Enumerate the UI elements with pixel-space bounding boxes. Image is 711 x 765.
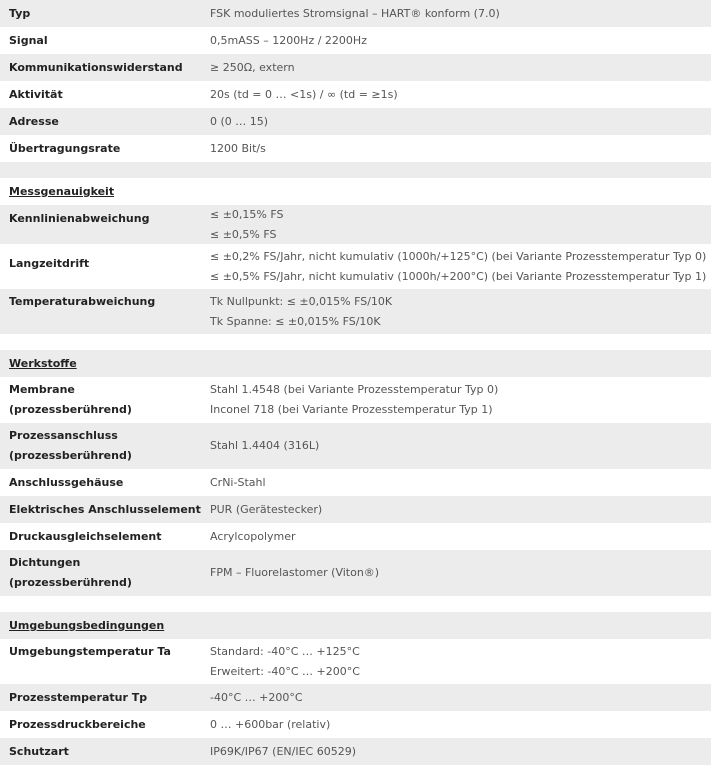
row-value-line: Erweitert: -40°C … +200°C — [210, 664, 360, 678]
row-label: Umgebungstemperatur Ta — [9, 645, 171, 658]
spec-row-signal — [0, 27, 711, 54]
row-label: Signal — [9, 34, 48, 47]
section-title: Werkstoffe — [0, 350, 210, 377]
spec-row-elektrisches-anschlusselement — [0, 496, 711, 523]
row-label: Kommunikationswiderstand — [0, 54, 210, 81]
row-label: Druckausgleichselement — [9, 530, 162, 543]
row-label: Prozessdruckbereiche — [9, 718, 146, 731]
spec-row-langzeitdrift — [0, 244, 711, 289]
row-label: Anschlussgehäuse — [9, 476, 124, 489]
row-label: Prozessanschluss — [9, 429, 118, 442]
row-value: CrNi-Stahl — [210, 476, 266, 489]
row-label: Elektrisches Anschlusselement — [0, 496, 210, 523]
spec-row-prozessanschluss — [0, 423, 711, 469]
spec-row-prozessdruckbereiche — [0, 711, 711, 738]
row-label: Übertragungsrate — [9, 142, 121, 155]
row-value: 0 … +600bar (relativ) — [210, 718, 331, 731]
row-value: Acrylcopolymer — [210, 530, 296, 543]
section-title: Umgebungsbedingungen — [0, 612, 210, 639]
spec-row-membrane — [0, 377, 711, 423]
row-value-line: Tk Spanne: ≤ ±0,015% FS/10K — [210, 314, 381, 328]
spec-row-kennlinienabweichung — [0, 205, 711, 244]
row-label-sub: (prozessberührend) — [9, 403, 132, 416]
spec-row-anschlussgehaeuse — [0, 469, 711, 496]
section-header-werkstoffe — [0, 350, 711, 377]
row-value-line: ≤ ±0,5% FS/Jahr, nicht kumulativ (1000h/+200°C) (bei Variante Prozesstemperatur Typ 1) — [210, 269, 707, 283]
section-header-umgebungsbedingungen — [0, 612, 711, 639]
spec-row-aktivitaet — [0, 81, 711, 108]
row-value: PUR (Gerätestecker) — [210, 496, 711, 523]
row-label-sub: (prozessberührend) — [9, 576, 132, 589]
row-value-line: Standard: -40°C … +125°C — [210, 645, 360, 658]
spec-row-prozesstemperatur — [0, 684, 711, 711]
row-value: ≥ 250Ω, extern — [210, 54, 711, 81]
row-value: Stahl 1.4404 (316L) — [210, 423, 711, 469]
row-value-line: ≤ ±0,5% FS — [210, 227, 277, 241]
row-label: Dichtungen — [9, 556, 81, 569]
section-spacer — [0, 596, 711, 612]
row-label: Adresse — [0, 108, 210, 135]
section-spacer — [0, 162, 711, 178]
row-label: Langzeitdrift — [9, 257, 90, 270]
section-header-messgenauigkeit — [0, 178, 711, 205]
row-label: Prozesstemperatur Tp — [0, 684, 210, 711]
section-title: Messgenauigkeit — [9, 185, 115, 198]
row-label: Kennlinienabweichung — [0, 205, 210, 244]
row-label: Temperaturabweichung — [0, 289, 210, 334]
row-value: 20s (td = 0 … <1s) / ∞ (td = ≥1s) — [210, 88, 398, 101]
row-value-line: ≤ ±0,2% FS/Jahr, nicht kumulativ (1000h/+125°C) (bei Variante Prozesstemperatur Typ 0) — [210, 250, 707, 263]
row-value-line: Stahl 1.4548 (bei Variante Prozesstemperatur Typ 0) — [210, 383, 499, 396]
row-value: FPM – Fluorelastomer (Viton®) — [210, 550, 711, 596]
spec-row-temperaturabweichung — [0, 289, 711, 334]
row-value: FSK moduliertes Stromsignal – HART® konform (7.0) — [210, 0, 711, 27]
spec-row-kommunikationswiderstand — [0, 54, 711, 81]
spec-row-adresse — [0, 108, 711, 135]
row-value: IP69K/IP67 (EN/IEC 60529) — [210, 738, 711, 765]
spec-row-umgebungstemperatur — [0, 639, 711, 684]
spec-row-druckausgleichselement — [0, 523, 711, 550]
row-label: Typ — [0, 0, 210, 27]
row-label-sub: (prozessberührend) — [9, 449, 132, 462]
spec-row-schutzart — [0, 738, 711, 765]
spec-row-dichtungen — [0, 550, 711, 596]
spec-row-uebertragungsrate — [0, 135, 711, 162]
row-label: Membrane — [9, 383, 75, 396]
row-label: Schutzart — [0, 738, 210, 765]
row-value: 0,5mASS – 1200Hz / 2200Hz — [210, 34, 367, 47]
row-value-line: Tk Nullpunkt: ≤ ±0,015% FS/10K — [210, 295, 393, 308]
row-value: 1200 Bit/s — [210, 142, 266, 155]
row-value-line: Inconel 718 (bei Variante Prozesstemperatur Typ 1) — [210, 402, 493, 416]
section-spacer — [0, 334, 711, 350]
row-value: -40°C … +200°C — [210, 684, 711, 711]
row-value-line: ≤ ±0,15% FS — [210, 208, 284, 221]
row-label: Aktivität — [9, 88, 63, 101]
spec-row-typ — [0, 0, 711, 27]
row-value: 0 (0 … 15) — [210, 108, 711, 135]
